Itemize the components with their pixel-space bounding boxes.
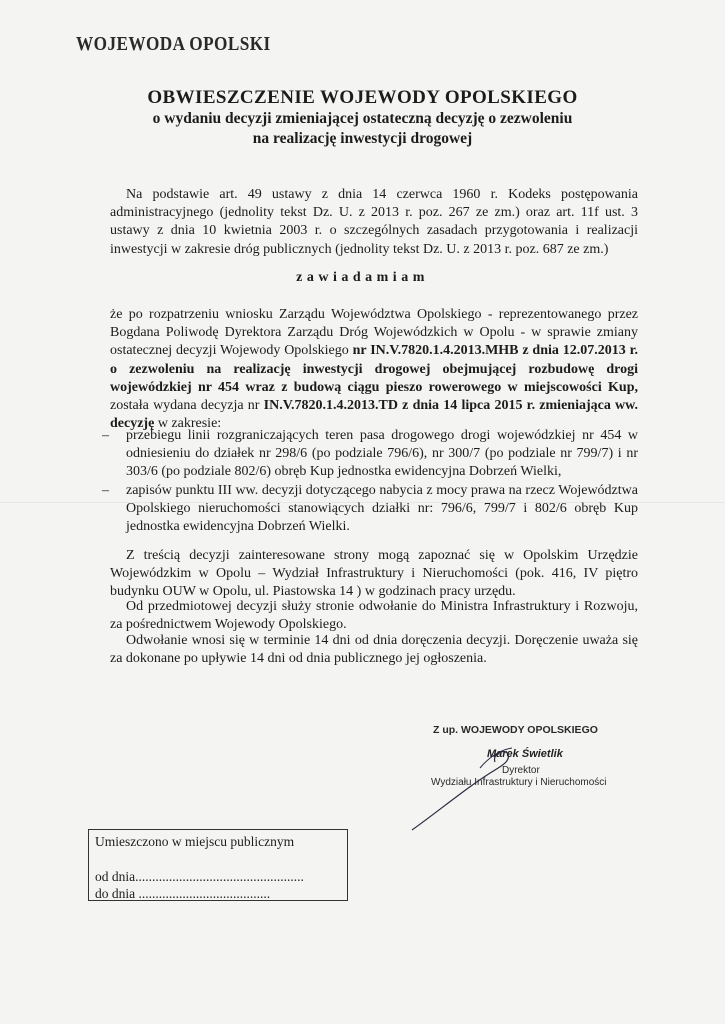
list-item-text: zapisów punktu III ww. decyzji dotyczącego nabycia z mocy prawa na rzecz Województwa Opolskiego nieruchomości stanowiących działki nr: 796/6, 799/7 i 802/6 obręb Kup jednostka ewidencyjna Dobrzeń Wielki. [126, 482, 638, 535]
decision-new-reference: IN.V.7820.1.4.2013.TD z dnia 14 lipca 2015 r. zmieniająca ww. decyzję [110, 398, 638, 432]
signatory-department: Wydziału Infrastruktury i Nieruchomości [431, 777, 607, 788]
decision-text-3: w zakresie: [157, 416, 222, 432]
document-title: OBWIESZCZENIE WOJEWODY OPOLSKIEGO [147, 87, 578, 108]
appeal-deadline-paragraph: Odwołanie wnosi się w terminie 14 dni od dnia doręczenia decyzji. Doręczenie uważa się za dokonane po upływie 14 dni od dnia publicznego jej ogłoszenia. [110, 633, 638, 667]
signatory-role: Dyrektor [502, 765, 540, 776]
signature-stamp-on-behalf: Z up. WOJEWODY OPOLSKIEGO [433, 724, 598, 736]
handwritten-signature [400, 730, 630, 840]
appeal-paragraph: Od przedmiotowej decyzji służy stronie odwołanie do Ministra Infrastruktury i Rozwoju, za pośrednictwem Wojewody Opolskiego. [110, 599, 638, 633]
list-item-text: przebiegu linii rozgraniczających teren pasa drogowego drogi wojewódzkiej nr 454 w odniesieniu do działek nr 298/6 (po podziale 796/6), nr 300/7 (po podziale nr 799/7) i nr 303/6 (po podziale 802/6) obręb Kup jednostka ewidencyjna Dobrzeń Wielki, [126, 428, 638, 480]
posting-to-date: do dnia ....................................... [95, 886, 271, 901]
inspection-paragraph: Z treścią decyzji zainteresowane strony mogą zapoznać się w Opolskim Urzędzie Wojewódzkim w Opolu – Wydział Infrastruktury i Nieruchomości (pok. 416, IV piętro budynku OUW w Opolu, ul. Piastowska 14 ) w godzinach pracy urzędu. [110, 548, 638, 600]
decision-text-2: została wydana decyzja nr [110, 398, 260, 414]
issuer-header: WOJEWODA OPOLSKI [76, 33, 271, 55]
decision-paragraph [110, 306, 638, 433]
decision-text-1: że po rozpatrzeniu wniosku Zarządu Województwa Opolskiego - reprezentowanego przez Bogdana Poliwodę Dyrektora Zarządu Dróg Wojewódzkich w Opolu - w sprawie zmiany ostatecznej decyzji Wojewody Opolskiego [110, 307, 638, 359]
list-item [102, 482, 638, 537]
posting-heading: Umieszczono w miejscu publicznym [95, 834, 295, 849]
document-subtitle-line1: o wydaniu decyzji zmieniającej ostateczną decyzję o zezwoleniu [152, 110, 573, 127]
posting-from-date: od dnia.................................................. [95, 868, 304, 884]
legal-basis-paragraph: Na podstawie art. 49 ustawy z dnia 14 czerwca 1960 r. Kodeks postępowania administracyjnego (jednolity tekst Dz. U. z 2013 r. poz. 267 ze zm.) oraz art. 11f ust. 3 ustawy z dnia 10 kwietnia 2003 r. o szczególnych zasadach przygotowania i realizacji inwestycji w zakresie dróg publicznych (jednolity tekst Dz. U. z 2013 r. poz. 687 ze zm.) [110, 187, 638, 257]
document-subtitle-line2: na realizację inwestycji drogowej [252, 130, 473, 147]
announcement-word: zawiadamiam [296, 270, 429, 285]
public-posting-box [88, 829, 348, 901]
signatory-name: Marek Świetlik [487, 748, 563, 760]
list-item [102, 427, 638, 482]
title-block [0, 86, 725, 149]
scope-list [102, 427, 638, 536]
bullet-dash: – [102, 428, 109, 443]
decision-original-reference: nr IN.V.7820.1.4.2013.MHB z dnia 12.07.2013 r. o zezwoleniu na realizację inwestycji drogowej obejmującej rozbudowę drogi wojewódzkiej nr 454 wraz z budową ciągu pieszo rowerowego w miejscowości Kup, [110, 343, 638, 395]
bullet-dash: – [102, 482, 109, 498]
